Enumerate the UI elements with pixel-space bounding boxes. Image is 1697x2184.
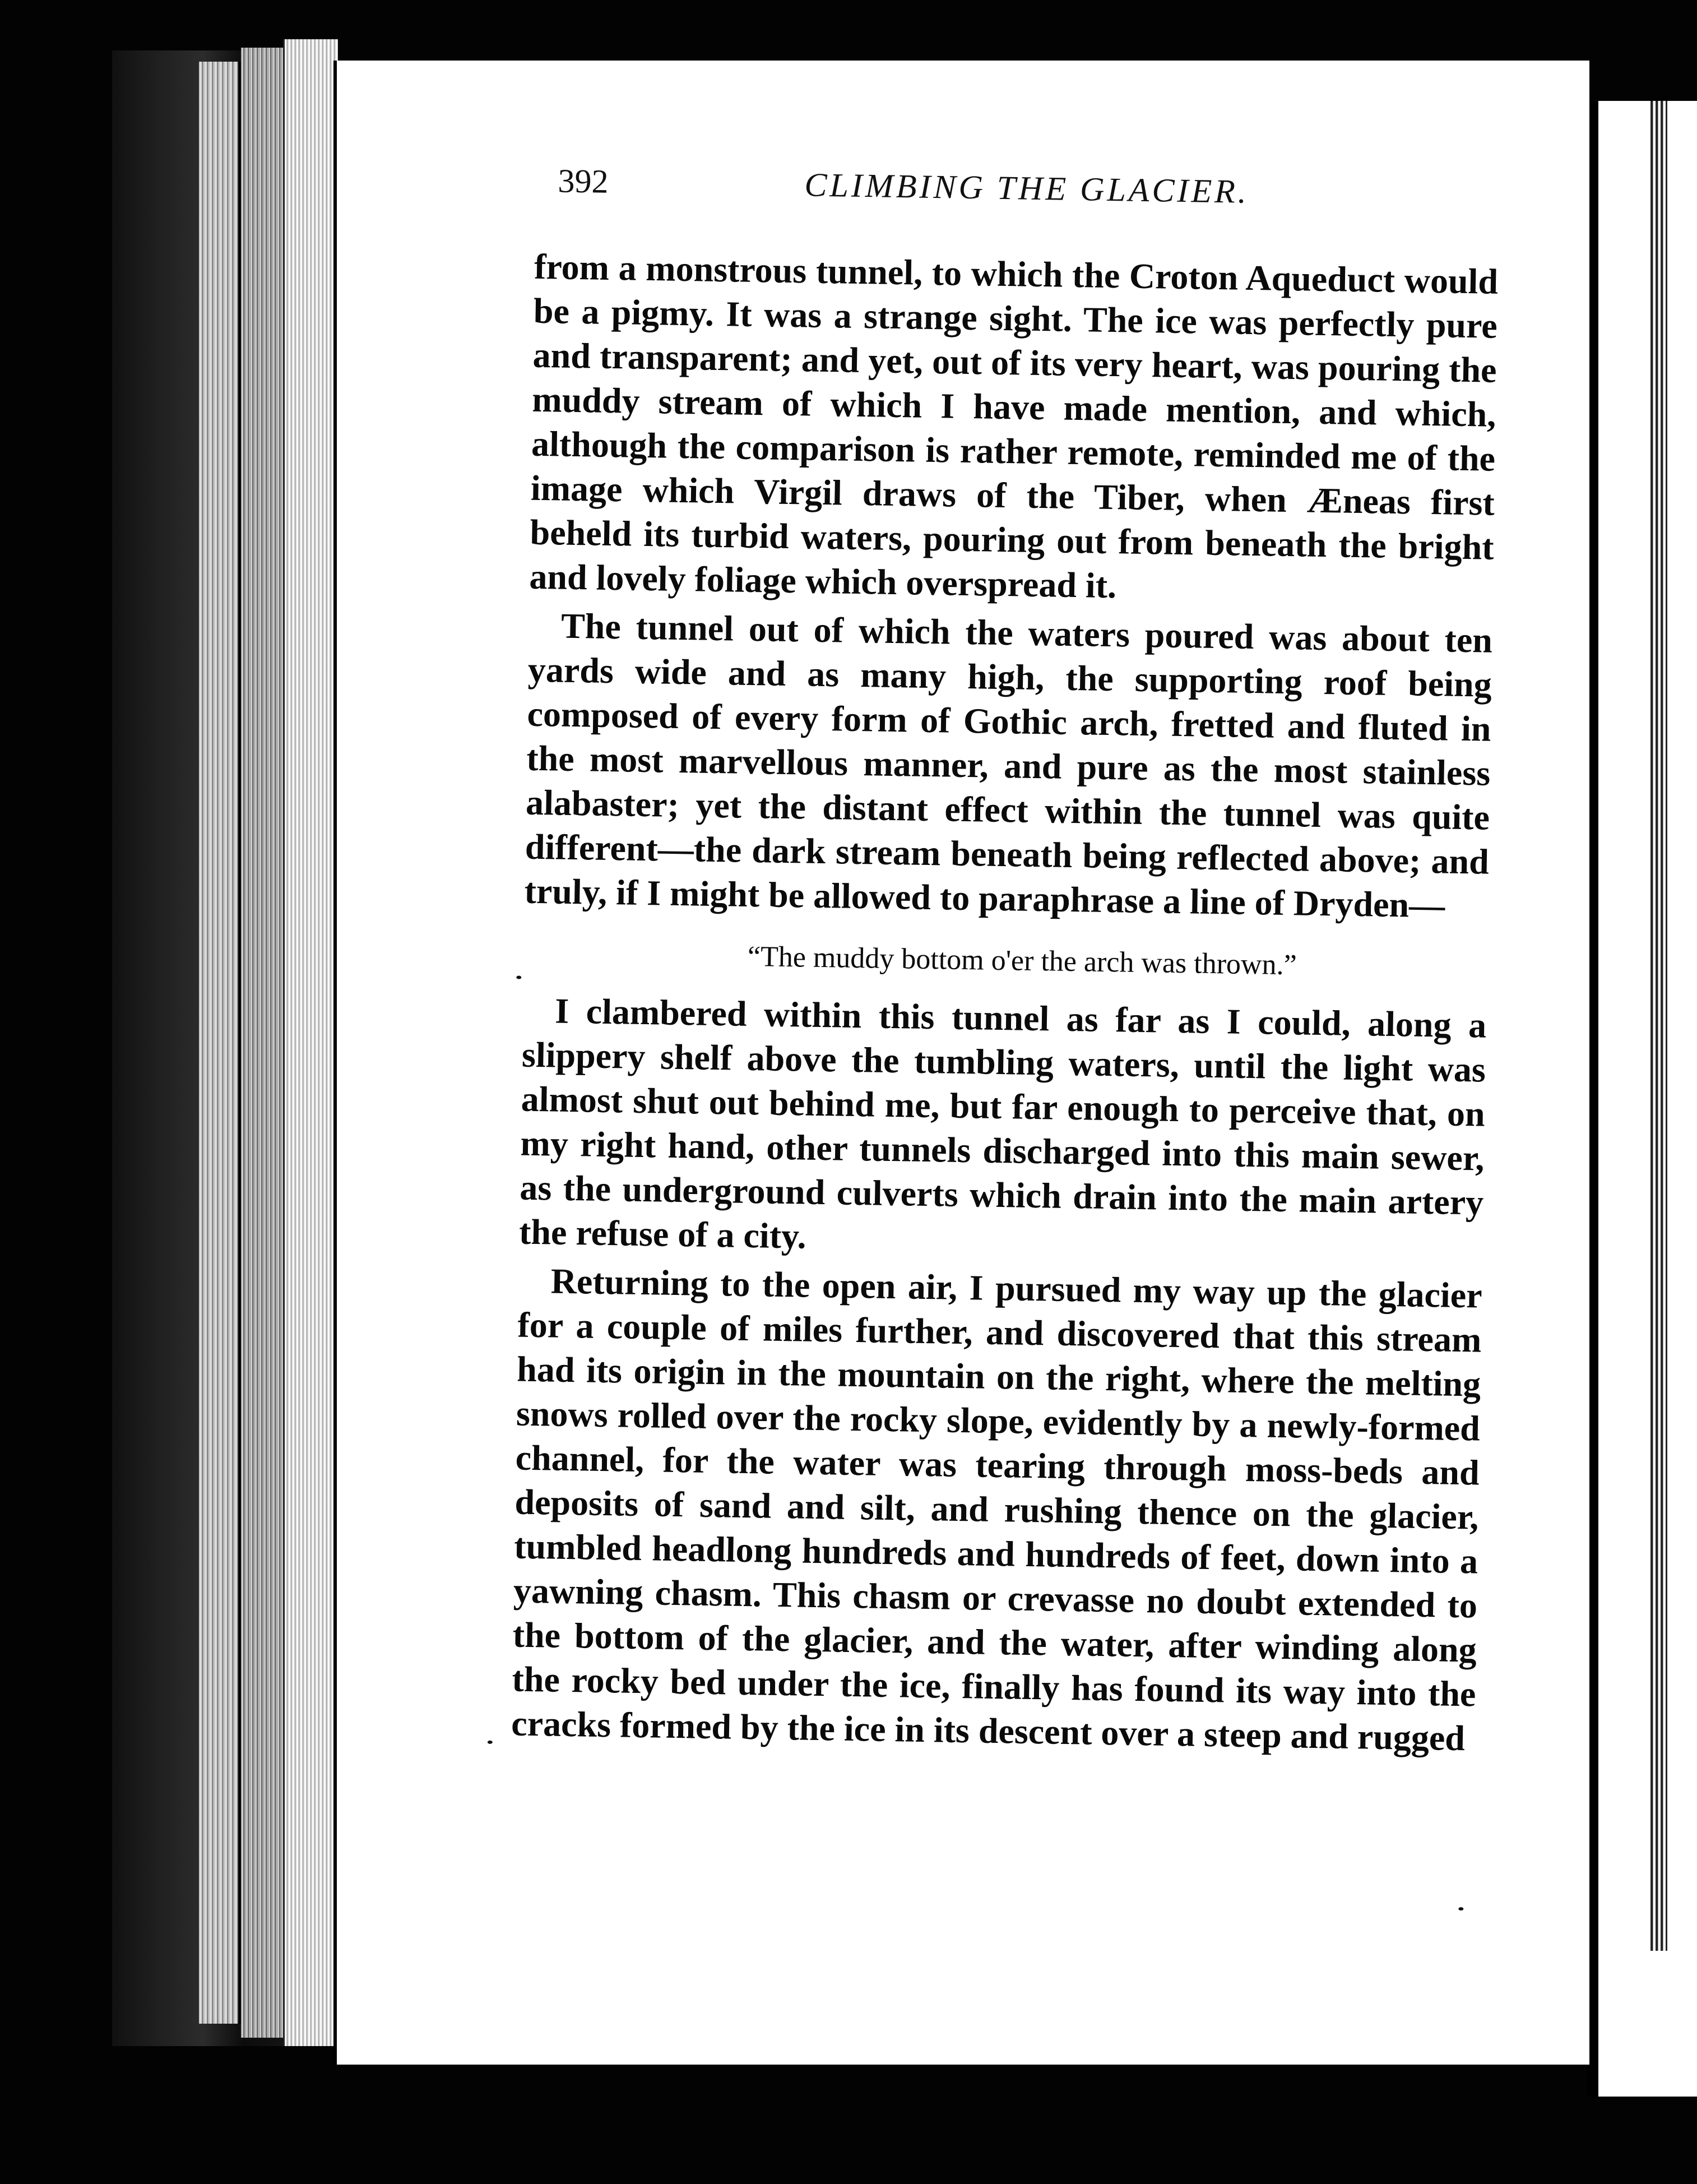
paragraph-4: Returning to the open air, I pursued my way up the glacier for a couple of miles further, and discovered that this stream had its origin in the mountain on the right, where the melting snows rolled over the rocky slope, evidently by a newly-formed channel, for the water was tearing through moss-beds and deposits of sand and silt, and rushing thence on the glacier, tumbled headlong hundreds and hundreds of feet, down into a yawning chasm. This chasm or crevasse no doubt extended to the bottom of the glacier, and the water, after winding along the rocky bed under the ice, finally has found its way into the cracks formed by the ice in its descent over a steep and rugged bbox=[511, 1261, 1483, 1759]
paragraph-2: The tunnel out of which the waters poured was about ten yards wide and as many high, the supporting roof being composed of every form of Gothic arch, fretted and fluted in the most marvellous manner, and pure as the most stainless alabaster; yet the distant effect within the tunnel was quite different—the dark stream beneath being reflected above; and truly, if I might be allowed to paraphrase a line of Dryden— bbox=[524, 605, 1493, 926]
verse-quote: “The muddy bottom o'er the arch was thrown.” bbox=[747, 940, 1297, 982]
ink-speck bbox=[488, 1741, 493, 1744]
body-text bbox=[511, 244, 1499, 1761]
page-content bbox=[321, 51, 1605, 2075]
ink-speck bbox=[516, 975, 521, 979]
page-edges-outer bbox=[199, 62, 241, 2024]
running-head: CLIMBING THE GLACIER. bbox=[804, 166, 1250, 210]
book-page bbox=[333, 61, 1589, 2065]
page-header bbox=[558, 161, 1517, 233]
ink-speck bbox=[1458, 1907, 1463, 1910]
facing-page-stack bbox=[1650, 101, 1667, 1951]
page-number: 392 bbox=[558, 162, 609, 200]
paragraph-1: from a monstrous tunnel, to which the Croton Aqueduct would be a pigmy. It was a strange sight. The ice was perfectly pure and transparent; and yet, out of its very heart, was pouring the muddy stream of which I have made mention, and which, although the comparison is rather remote, reminded me of the image which Virgil draws of the Tiber, when Æneas first beheld its turbid waters, pouring out from beneath the bright and lovely foliage which overspread it. bbox=[528, 246, 1499, 606]
facing-page-edge bbox=[1594, 101, 1697, 2097]
paragraph-3: I clambered within this tunnel as far as I could, along a slippery shelf above the tumbling waters, until the light was almost shut out behind me, but far enough to perceive that, on my right hand, other tunnels discharged into this main sewer, as the underground culverts which drain into the main artery the refuse of a city. bbox=[518, 991, 1487, 1256]
